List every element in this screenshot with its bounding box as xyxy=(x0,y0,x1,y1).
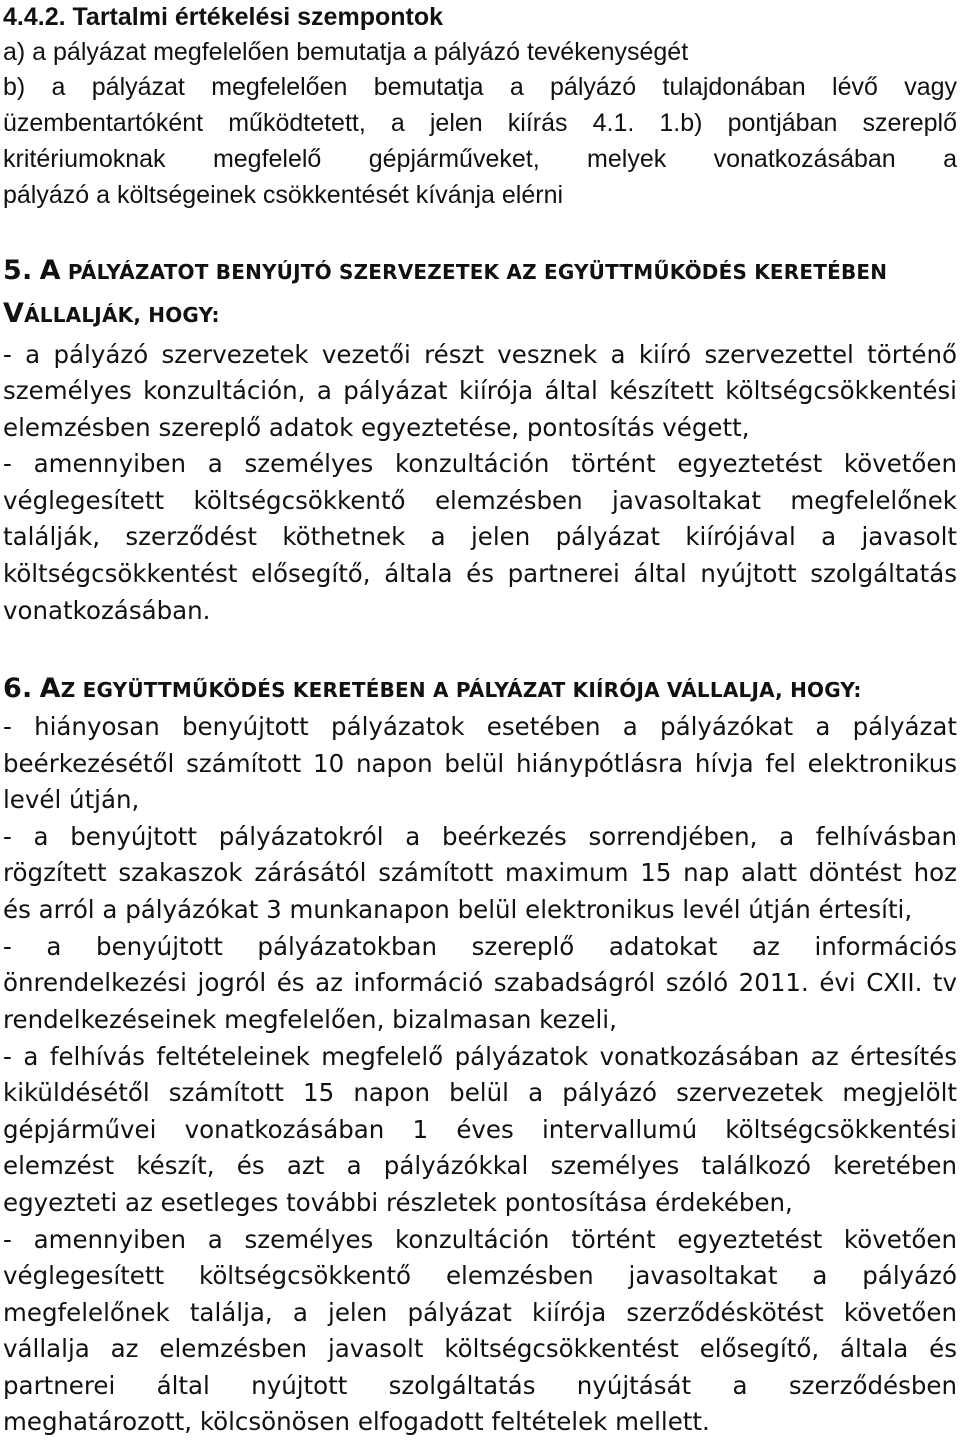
section-6-line: partnerei által nyújtott szolgáltatás nyújtását a szerződésben xyxy=(3,1371,957,1400)
section-6-line: - a benyújtott pályázatokról a beérkezés sorrendjében, a felhívásban xyxy=(3,822,957,851)
section-6-line: - a felhívás feltételeinek megfelelő pályázatok vonatkozásában az értesítés xyxy=(3,1042,957,1071)
section-6-heading-initial: A xyxy=(39,673,61,704)
section-5-heading-continued xyxy=(3,297,957,331)
section-6-line: rendelkezéseinek megfelelően, bizalmasan kezeli, xyxy=(3,1005,617,1034)
section-6-line: véglegesített költségcsökkentő elemzésben javasoltakat a pályázó xyxy=(3,1261,957,1290)
section-5-number: 5. xyxy=(3,255,33,286)
section-6-line: levél útján, xyxy=(3,785,140,814)
section-5-line: elemzésben szereplő adatok egyeztetése, pontosítás végett, xyxy=(3,413,750,442)
section-5-line: - a pályázó szervezetek vezetői részt vesznek a kiíró szervezettel történő xyxy=(3,340,957,369)
section-5-line: találják, szerződést köthetnek a jelen pályázat kiírójával a javasolt xyxy=(3,522,957,551)
section-6-line: - amennyiben a személyes konzultáción történt egyeztetést követően xyxy=(3,1225,957,1254)
section-6-line: egyezteti az esetleges további részletek pontosítása érdekében, xyxy=(3,1188,793,1217)
section-5-heading xyxy=(3,254,957,288)
section-6-line: megfelelőnek találja, a jelen pályázat kiírója szerződéskötést követően xyxy=(3,1298,957,1327)
section-5-heading-initial: A xyxy=(39,255,61,286)
section-6-line: önrendelkezési jogról és az információ szabadságról szóló 2011. évi CXII. tv xyxy=(3,968,957,997)
section-6-line: - a benyújtott pályázatokban szereplő adatokat az információs xyxy=(3,932,957,961)
section-6-line: rögzített szakaszok zárásától számított maximum 15 nap alatt döntést hoz xyxy=(3,858,957,887)
section-5-line: költségcsökkentést elősegítő, általa és partnerei által nyújtott szolgáltatás xyxy=(3,559,957,588)
section-4-4-2-line: b) a pályázat megfelelően bemutatja a pályázó tulajdonában lévő vagy xyxy=(3,73,957,101)
section-6-number: 6. xyxy=(3,673,33,704)
section-4-4-2-line: kritériumoknak megfelelő gépjárműveket, melyek vonatkozásában a xyxy=(3,145,957,173)
section-5-heading-initial-2: V xyxy=(3,298,25,329)
section-4-4-2-line: üzembentartóként működtetett, a jelen kiírás 4.1. 1.b) pontjában szereplő xyxy=(3,109,957,137)
section-6-line: meghatározott, kölcsönösen elfogadott feltételek mellett. xyxy=(3,1407,710,1436)
section-5-line: véglegesített költségcsökkentő elemzésben javasoltakat megfelelőnek xyxy=(3,486,957,515)
section-6-heading xyxy=(3,672,957,706)
section-6-line: gépjárművei vonatkozásában 1 éves intervallumú költségcsökkentési xyxy=(3,1115,957,1144)
section-6-heading-text: Z EGYÜTTMŰKÖDÉS KERETÉBEN A PÁLYÁZAT KIÍRÓJA VÁLLALJA, HOGY: xyxy=(60,678,862,702)
section-5-heading-text: PÁLYÁZATOT BENYÚJTÓ SZERVEZETEK AZ EGYÜTTMŰKÖDÉS KERETÉBEN xyxy=(67,260,888,284)
section-6-line: vállalja az elemzésben javasolt költségcsökkentést elősegítő, általa és xyxy=(3,1334,957,1363)
section-6-line: kiküldésétől számított 15 napon belül a pályázó szervezetek megjelölt xyxy=(3,1078,957,1107)
section-4-4-2-heading: 4.4.2. Tartalmi értékelési szempontok xyxy=(3,3,444,31)
section-5-heading-text-2: ÁLLALJÁK, HOGY: xyxy=(24,303,220,327)
section-4-4-2-line: pályázó a költségeinek csökkentését kívánja elérni xyxy=(3,181,564,209)
section-6-line: elemzést készít, és azt a pályázókkal személyes találkozó keretében xyxy=(3,1151,957,1180)
section-5-line: személyes konzultáción, a pályázat kiírója által készített költségcsökkentési xyxy=(3,376,957,405)
section-4-4-2-line: a) a pályázat megfelelően bemutatja a pályázó tevékenységét xyxy=(3,38,689,66)
section-6-line: - hiányosan benyújtott pályázatok esetében a pályázókat a pályázat xyxy=(3,712,957,741)
section-6-line: beérkezésétől számított 10 napon belül hiánypótlásra hívja fel elektronikus xyxy=(3,749,957,778)
section-6-line: és arról a pályázókat 3 munkanapon belül elektronikus levél útján értesíti, xyxy=(3,895,913,924)
section-5-line: vonatkozásában. xyxy=(3,596,211,625)
section-5-line: - amennyiben a személyes konzultáción történt egyeztetést követően xyxy=(3,449,957,478)
